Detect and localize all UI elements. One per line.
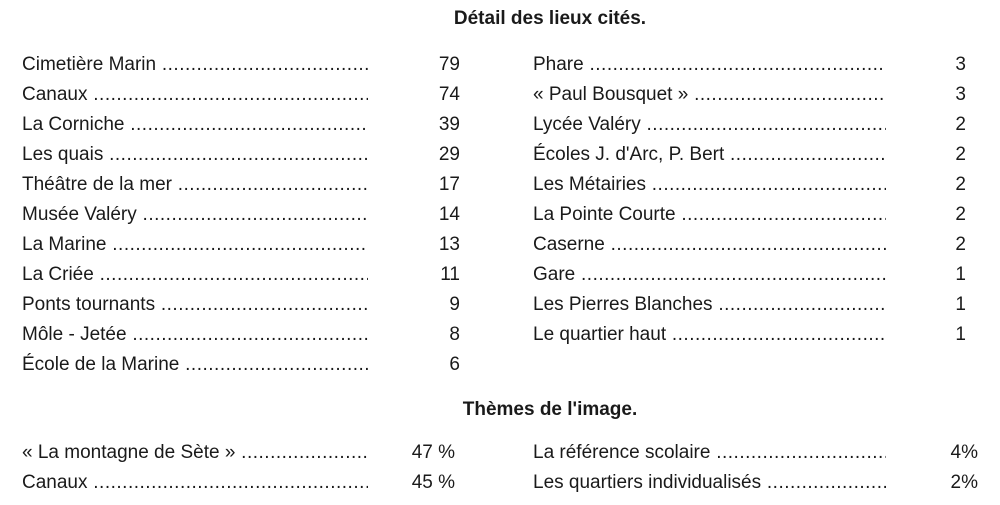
place-label: Caserne ..... xyxy=(533,230,886,260)
place-label: Phare ..... xyxy=(533,50,886,80)
theme-label: Canaux ..... xyxy=(22,468,368,498)
places-title: Détail des lieux cités. xyxy=(453,8,647,29)
place-count: 3 xyxy=(955,54,966,75)
theme-label: La référence scolaire ..... xyxy=(533,438,886,468)
place-label: Musée Valéry ..... xyxy=(22,200,368,230)
place-count: 79 xyxy=(438,54,460,75)
place-label: La Marine ..... xyxy=(22,230,368,260)
place-label: Ponts tournants ..... xyxy=(22,290,368,320)
place-count: 11 xyxy=(440,264,460,285)
theme-label: Les quartiers individualisés ..... xyxy=(533,468,886,498)
themes-title: Thèmes de l'image. xyxy=(462,399,638,420)
place-label: Les quais ..... xyxy=(22,140,368,170)
place-count: 39 xyxy=(438,114,460,135)
theme-percent: 4% xyxy=(950,442,978,463)
theme-percent: 47 % xyxy=(411,442,455,463)
place-count: 14 xyxy=(438,204,460,225)
place-label: Les Métairies ..... xyxy=(533,170,886,200)
place-label: Canaux ..... xyxy=(22,80,368,110)
place-label: Écoles J. d'Arc, P. Bert ..... xyxy=(533,140,886,170)
place-count: 6 xyxy=(449,354,460,375)
place-count: 2 xyxy=(955,114,966,135)
place-count: 8 xyxy=(449,324,460,345)
place-count: 17 xyxy=(438,174,460,195)
place-count: 2 xyxy=(955,234,966,255)
place-label: La Pointe Courte ..... xyxy=(533,200,886,230)
place-count: 1 xyxy=(955,264,966,285)
place-label: École de la Marine ..... xyxy=(22,350,368,380)
place-count: 2 xyxy=(955,204,966,225)
place-label: Lycée Valéry ..... xyxy=(533,110,886,140)
place-label: Les Pierres Blanches ..... xyxy=(533,290,886,320)
place-count: 74 xyxy=(438,84,460,105)
place-label: La Corniche ..... xyxy=(22,110,368,140)
place-count: 9 xyxy=(449,294,460,315)
place-label: Gare ..... xyxy=(533,260,886,290)
place-count: 3 xyxy=(955,84,966,105)
place-label: Môle - Jetée ..... xyxy=(22,320,368,350)
theme-percent: 45 % xyxy=(411,472,455,493)
place-label: Le quartier haut ..... xyxy=(533,320,886,350)
place-count: 29 xyxy=(438,144,460,165)
theme-label: « La montagne de Sète » ..... xyxy=(22,438,368,468)
place-label: La Criée ..... xyxy=(22,260,368,290)
place-count: 13 xyxy=(438,234,460,255)
place-count: 2 xyxy=(955,174,966,195)
place-count: 1 xyxy=(955,324,966,345)
place-label: « Paul Bousquet » ..... xyxy=(533,80,886,110)
place-label: Cimetière Marin ..... xyxy=(22,50,368,80)
place-count: 2 xyxy=(955,144,966,165)
place-count: 1 xyxy=(955,294,966,315)
place-label: Théâtre de la mer ..... xyxy=(22,170,368,200)
theme-percent: 2% xyxy=(950,472,978,493)
